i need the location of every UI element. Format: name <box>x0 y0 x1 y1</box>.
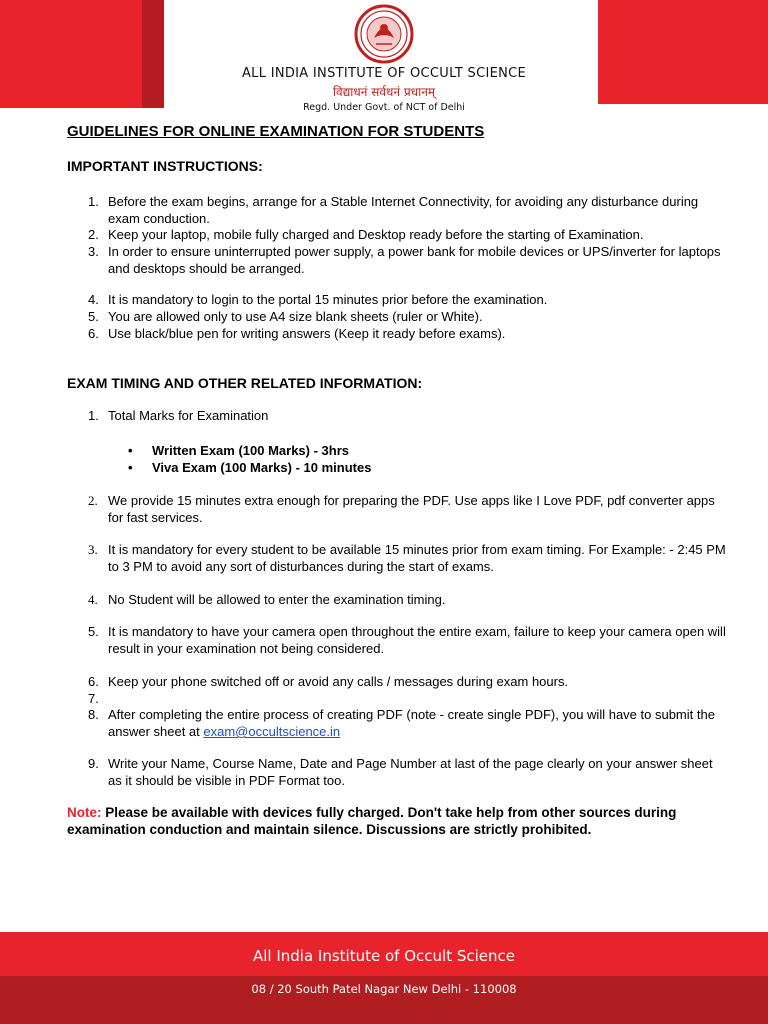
list-number: 4. <box>88 292 99 307</box>
list-item <box>88 226 728 243</box>
bullet-glyph: • <box>128 460 133 475</box>
list-number: 5. <box>88 309 99 324</box>
list-item <box>88 193 728 227</box>
marks-bullet-written <box>128 442 349 459</box>
note-text: Please be available with devices fully charged. Don't take help from other sources during examination conduction and maintain silence. Discussions are strictly prohibited. <box>67 805 677 837</box>
list-text: Write your Name, Course Name, Date and Page Number at last of the page clearly on your answer sheet as it should be visible in PDF Format too. <box>108 756 713 788</box>
list-text: Keep your phone switched off or avoid any calls / messages during exam hours. <box>108 674 569 689</box>
list-number: 3. <box>88 542 98 557</box>
list-item <box>88 541 728 575</box>
institute-motto: विद्याधनं सर्वधनं प्रधानम् <box>332 85 436 99</box>
institute-name: ALL INDIA INSTITUTE OF OCCULT SCIENCE <box>241 66 527 81</box>
list-item <box>88 673 728 690</box>
important-instructions-heading: IMPORTANT INSTRUCTIONS: <box>67 158 263 174</box>
list-number: 5. <box>88 624 99 639</box>
list-text: Before the exam begins, arrange for a Stable Internet Connectivity, for avoiding any disturbance during exam conduction. <box>108 194 699 226</box>
bullet-text: Viva Exam (100 Marks) - 10 minutes <box>152 460 372 475</box>
list-number: 3. <box>88 244 99 259</box>
footer-institute-name: All India Institute of Occult Science <box>252 947 515 965</box>
list-item <box>88 325 728 342</box>
list-item <box>88 706 728 740</box>
list-number: 2. <box>88 493 98 508</box>
note-paragraph <box>67 805 707 838</box>
list-number: 7. <box>88 691 99 706</box>
list-number: 1. <box>88 408 99 423</box>
list-item <box>88 291 728 308</box>
submit-email-link[interactable]: exam@occultscience.in <box>203 724 341 739</box>
list-item <box>88 755 728 789</box>
bullet-glyph: • <box>128 443 133 458</box>
marks-bullet-viva <box>128 459 371 476</box>
list-item <box>88 492 728 526</box>
list-number: 9. <box>88 756 99 771</box>
list-item <box>88 308 728 325</box>
exam-timing-heading: EXAM TIMING AND OTHER RELATED INFORMATION: <box>67 375 423 391</box>
list-number: 2. <box>88 227 99 242</box>
registration-note: Regd. Under Govt. of NCT of Delhi <box>303 102 465 113</box>
list-text: It is mandatory to login to the portal 15 minutes prior before the examination. <box>108 292 548 307</box>
list-text: Use black/blue pen for writing answers (Keep it ready before exams). <box>108 326 506 341</box>
list-text: It is mandatory to have your camera open throughout the entire exam, failure to keep your camera open will result in your examination not being considered. <box>108 624 726 656</box>
list-text: It is mandatory for every student to be available 15 minutes prior from exam timing. For Example: - 2:45 PM to 3 PM to avoid any sort of disturbances during the start of exams. <box>108 542 726 574</box>
page-title: GUIDELINES FOR ONLINE EXAMINATION FOR STUDENTS <box>67 123 485 140</box>
list-text: Keep your laptop, mobile fully charged and Desktop ready before the starting of Examination. <box>108 227 644 242</box>
list-item <box>88 623 728 657</box>
list-number: 6. <box>88 674 99 689</box>
institute-seal-logo-icon <box>352 4 416 64</box>
note-label: Note: <box>67 805 102 820</box>
list-number: 6. <box>88 326 99 341</box>
list-text: You are allowed only to use A4 size blank sheets (ruler or White). <box>108 309 483 324</box>
list-item <box>88 407 728 424</box>
list-text: In order to ensure uninterrupted power supply, a power bank for mobile devices or UPS/inverter for laptops and desktops should be arranged. <box>108 244 721 276</box>
list-item <box>88 591 728 608</box>
bullet-text: Written Exam (100 Marks) - 3hrs <box>152 443 349 458</box>
footer-address: 08 / 20 South Patel Nagar New Delhi - 110008 <box>251 982 517 996</box>
list-text: After completing the entire process of creating PDF (note - create single PDF), you will have to submit the answer sheet at <box>108 707 715 739</box>
list-text: Total Marks for Examination <box>108 408 269 423</box>
list-text: We provide 15 minutes extra enough for preparing the PDF. Use apps like I Love PDF, pdf converter apps for fast services. <box>108 493 715 525</box>
list-number: 8. <box>88 707 99 722</box>
list-item <box>88 243 728 277</box>
list-number: 4. <box>88 592 98 607</box>
list-text: No Student will be allowed to enter the examination timing. <box>108 592 446 607</box>
list-number: 1. <box>88 194 99 209</box>
